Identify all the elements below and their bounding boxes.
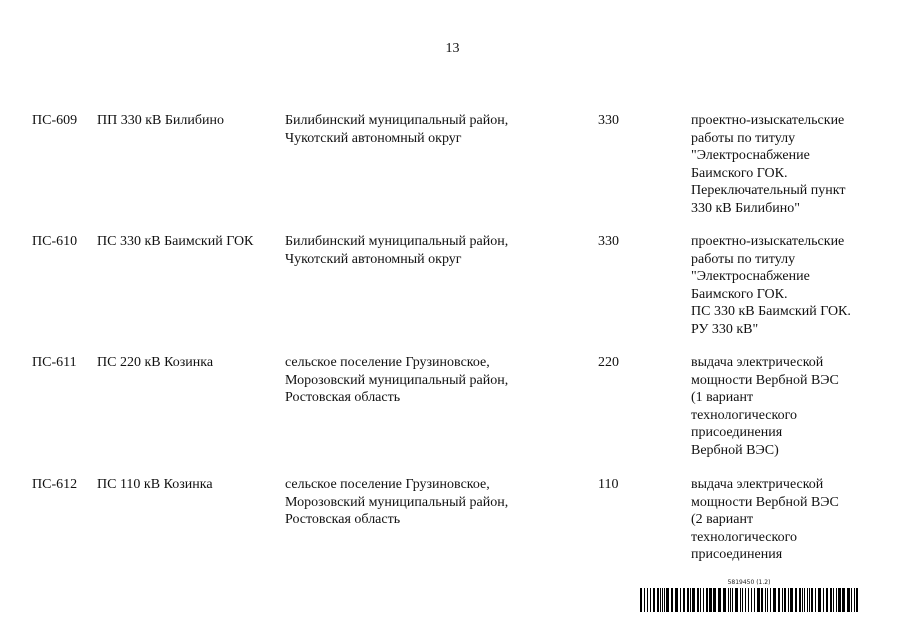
row-code: ПС-610	[32, 234, 78, 249]
row-location	[285, 354, 508, 407]
barcode-bar	[653, 588, 655, 612]
row-code: ПС-611	[32, 355, 77, 370]
row-purpose	[691, 476, 839, 564]
barcode-bar	[809, 588, 810, 612]
barcode-bar	[751, 588, 752, 612]
barcode-bar	[847, 588, 850, 612]
row-name: ПС 330 кВ Баимский ГОК	[97, 234, 254, 249]
barcode-bar	[675, 588, 678, 612]
barcode-bar	[773, 588, 776, 612]
purpose-line: работы по титулу	[691, 251, 796, 267]
purpose-line: Переключательный пункт	[691, 183, 846, 198]
row-purpose	[691, 112, 845, 217]
barcode-bar	[735, 588, 738, 612]
barcode-bar	[754, 588, 755, 612]
barcode-bar	[807, 588, 808, 612]
location-line: Ростовская область	[285, 512, 401, 527]
barcode-bar	[723, 588, 726, 612]
barcode-bar	[690, 588, 691, 612]
row-voltage: 330	[598, 234, 619, 249]
barcode-bar	[767, 588, 768, 612]
barcode-bar	[784, 588, 786, 612]
purpose-line: технологического	[691, 529, 797, 545]
purpose-line: "Электроснабжение	[691, 148, 810, 163]
barcode-bar	[770, 588, 771, 612]
purpose-line: 330 кВ Билибино"	[691, 200, 800, 216]
barcode-bar	[730, 588, 731, 612]
barcode-bar	[833, 588, 834, 612]
row-name: ПС 110 кВ Козинка	[97, 477, 213, 492]
barcode-bar	[683, 588, 685, 612]
barcode-bar	[745, 588, 746, 612]
purpose-line: РУ 330 кВ"	[691, 321, 759, 337]
barcode-bar	[732, 588, 733, 612]
purpose-line: выдача электрической	[691, 477, 824, 492]
location-line: Билибинский муниципальный район,	[285, 234, 509, 249]
row-voltage: 220	[598, 355, 619, 370]
purpose-line: (1 вариант	[691, 390, 754, 405]
purpose-line: присоединения	[691, 547, 783, 562]
purpose-line: присоединения	[691, 425, 783, 440]
barcode-bar	[842, 588, 845, 612]
barcode-bar	[657, 588, 659, 612]
location-line: Чукотский автономный округ	[285, 251, 462, 267]
row-name: ПП 330 кВ Билибино	[97, 113, 224, 128]
row-purpose	[691, 354, 839, 459]
barcode-bar	[799, 588, 801, 612]
barcode-bar	[851, 588, 852, 612]
row-voltage: 330	[598, 113, 619, 128]
barcode	[640, 579, 858, 613]
purpose-line: проектно-изыскательские	[691, 113, 845, 128]
location-line: Билибинский муниципальный район,	[285, 113, 509, 128]
barcode-bar	[856, 588, 858, 612]
row-code: ПС-609	[32, 113, 78, 128]
location-line: Ростовская область	[285, 390, 401, 405]
purpose-line: Вербной ВЭС)	[691, 442, 779, 458]
barcode-bar	[823, 588, 824, 612]
row-voltage: 110	[598, 477, 619, 492]
row-purpose	[691, 233, 851, 338]
barcode-bar	[757, 588, 760, 612]
location-line: Морозовский муниципальный район,	[285, 494, 509, 510]
barcode-bar	[703, 588, 704, 612]
row-location	[285, 233, 508, 268]
purpose-line: Баимского ГОК.	[691, 165, 788, 181]
barcode-bar	[802, 588, 803, 612]
barcode-bar	[778, 588, 780, 612]
purpose-line: "Электроснабжение	[691, 269, 810, 284]
barcode-bar	[804, 588, 805, 612]
barcode-bar	[761, 588, 763, 612]
barcode-bar	[748, 588, 749, 612]
barcode-bar	[713, 588, 716, 612]
barcode-bar	[765, 588, 766, 612]
barcode-bar	[782, 588, 783, 612]
barcode-bar	[838, 588, 841, 612]
barcode-bar	[664, 588, 665, 612]
location-line: сельское поселение Грузиновское,	[285, 477, 490, 492]
barcode-bar	[818, 588, 821, 612]
purpose-line: выдача электрической	[691, 355, 824, 370]
barcode-bar	[640, 588, 642, 612]
row-location	[285, 112, 508, 147]
barcode-bar	[811, 588, 813, 612]
barcode-bar	[666, 588, 669, 612]
barcode-bar	[706, 588, 708, 612]
barcode-bar	[790, 588, 793, 612]
purpose-line: (2 вариант	[691, 512, 754, 527]
barcode-bar	[854, 588, 855, 612]
barcode-bar	[709, 588, 712, 612]
purpose-line: работы по титулу	[691, 130, 796, 146]
barcode-bar	[671, 588, 673, 612]
barcode-bar	[700, 588, 701, 612]
purpose-line: проектно-изыскательские	[691, 234, 845, 249]
location-line: Морозовский муниципальный район,	[285, 372, 509, 388]
purpose-line: мощности Вербной ВЭС	[691, 372, 839, 388]
barcode-bar	[718, 588, 721, 612]
barcode-bars	[640, 588, 858, 612]
barcode-bar	[815, 588, 816, 612]
barcode-bar	[662, 588, 663, 612]
barcode-label: 5819450 (1.2)	[727, 579, 771, 586]
barcode-bar	[680, 588, 681, 612]
location-line: сельское поселение Грузиновское,	[285, 355, 490, 370]
barcode-bar	[742, 588, 743, 612]
barcode-bar	[728, 588, 729, 612]
purpose-line: мощности Вербной ВЭС	[691, 494, 839, 510]
page-number: 13	[445, 41, 460, 56]
row-name: ПС 220 кВ Козинка	[97, 355, 214, 370]
location-line: Чукотский автономный округ	[285, 130, 462, 146]
barcode-bar	[697, 588, 699, 612]
purpose-line: ПС 330 кВ Баимский ГОК.	[691, 304, 851, 319]
barcode-bar	[830, 588, 832, 612]
barcode-bar	[788, 588, 789, 612]
barcode-bar	[660, 588, 661, 612]
barcode-bar	[687, 588, 689, 612]
purpose-line: Баимского ГОК.	[691, 286, 788, 302]
barcode-bar	[692, 588, 695, 612]
barcode-bar	[740, 588, 741, 612]
barcode-bar	[647, 588, 648, 612]
row-location	[285, 476, 508, 529]
row-code: ПС-612	[32, 477, 78, 492]
barcode-bar	[826, 588, 828, 612]
barcode-bar	[644, 588, 645, 612]
barcode-bar	[795, 588, 797, 612]
barcode-bar	[650, 588, 651, 612]
barcode-bar	[836, 588, 837, 612]
purpose-line: технологического	[691, 407, 797, 423]
